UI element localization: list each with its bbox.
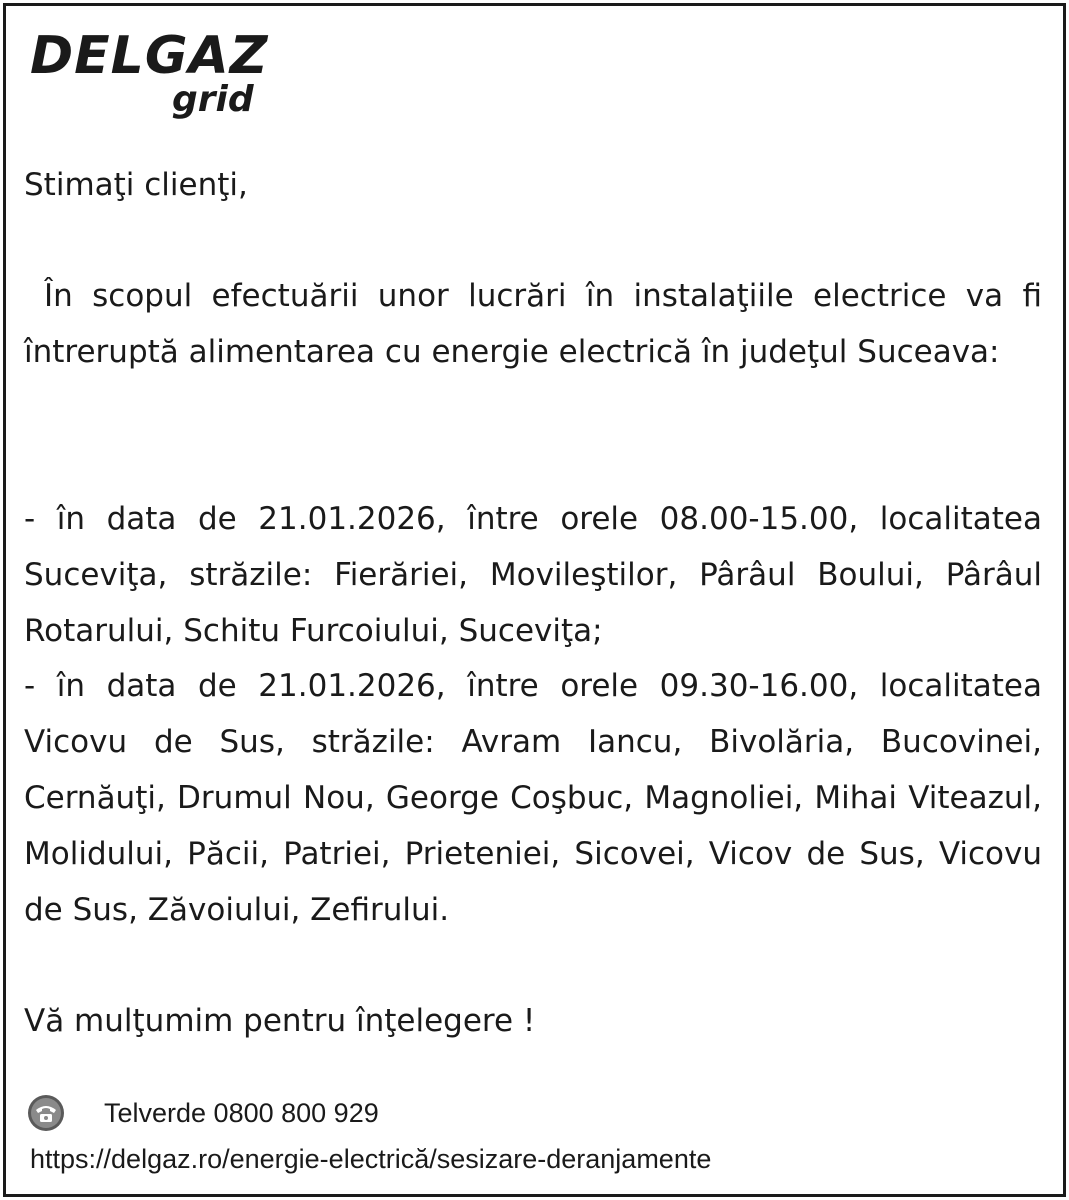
greeting: Stimaţi clienţi, — [24, 167, 248, 203]
delgaz-grid-logo — [30, 26, 290, 126]
logo-sub: grid — [172, 79, 254, 120]
outage-item-1: - în data de 21.01.2026, între orele 08.00-15.00, localitatea Suceviţa, străzile: Fierăriei, Movileştilor, Pârâul Boului, Pârâul Rotarului, Schitu Furcoiului, Suceviţa; — [24, 501, 1042, 649]
telephone-icon — [26, 1093, 66, 1133]
intro-paragraph: În scopul efectuării unor lucrări în instalaţiile electrice va fi întreruptă alimentarea cu energie electrică în judeţul Suceava: — [24, 278, 1042, 370]
outage-item-2: - în data de 21.01.2026, între orele 09.30-16.00, localitatea Vicovu de Sus, străzile: Avram Iancu, Bivolăria, Bucovinei, Cernăuţi, Drumul Nou, George Coşbuc, Magnoliei, Mihai Viteazul, Molidului, Păcii, Patriei, Prieteniei, Sicovei, Vicov de Sus, Vicovu de Sus, Zăvoiului, Zefirului. — [24, 668, 1042, 928]
phone-number: Telverde 0800 800 929 — [104, 1098, 379, 1128]
support-url[interactable]: https://delgaz.ro/energie-electrică/sesizare-deranjamente — [30, 1144, 712, 1174]
logo-brand: DELGAZ — [30, 26, 269, 86]
thanks-line: Vă mulţumim pentru înţelegere ! — [24, 1003, 536, 1039]
